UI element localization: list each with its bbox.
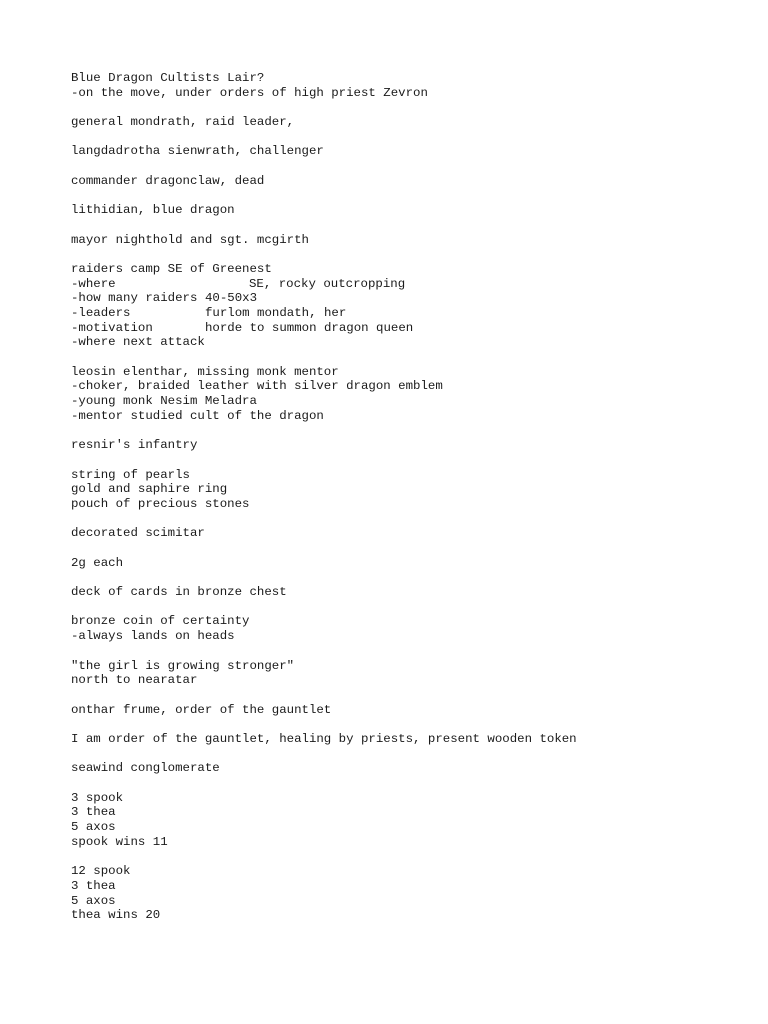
note-block: [71, 791, 748, 850]
raiders-block: [71, 262, 748, 350]
note-line: decorated scimitar: [71, 526, 205, 541]
note-line: -on the move, under orders of high priest Zevron: [71, 85, 428, 100]
note-block: [71, 438, 748, 453]
note-block: [71, 526, 748, 541]
raiders-row: [71, 306, 748, 321]
blocks-top: [71, 71, 748, 247]
note-line: onthar frume, order of the gauntlet: [71, 702, 332, 717]
note-line: 5 axos: [71, 893, 116, 908]
note-line: gold and saphire ring: [71, 482, 228, 497]
note-block: [71, 556, 748, 571]
note-line: 3 thea: [71, 805, 116, 820]
note-block: [71, 864, 748, 923]
raiders-row-value: furlom mondath, her: [205, 306, 347, 320]
note-line: north to nearatar: [71, 673, 198, 688]
note-line: langdadrotha sienwrath, challenger: [71, 144, 324, 159]
note-line: thea wins 20: [71, 908, 161, 923]
note-block: [71, 71, 748, 100]
note-line: 2g each: [71, 555, 124, 570]
note-block: [71, 732, 748, 747]
note-line: I am order of the gauntlet, healing by priests, present wooden token: [71, 731, 577, 746]
note-line: spook wins 11: [71, 834, 168, 849]
note-line: deck of cards in bronze chest: [71, 585, 287, 600]
note-line: 3 thea: [71, 878, 116, 893]
note-block: [71, 761, 748, 776]
note-line: 5 axos: [71, 820, 116, 835]
raiders-row: [71, 291, 748, 306]
raiders-row-label: -where: [71, 276, 116, 291]
note-line: -mentor studied cult of the dragon: [71, 408, 324, 423]
note-line: -choker, braided leather with silver dragon emblem: [71, 379, 443, 394]
raiders-row-label: -motivation: [71, 320, 153, 335]
note-line: resnir's infantry: [71, 438, 198, 453]
note-block: [71, 203, 748, 218]
raiders-row-value: SE, rocky outcropping: [249, 276, 406, 291]
note-line: -young monk Nesim Meladra: [71, 394, 257, 409]
note-line: 3 spook: [71, 790, 124, 805]
raiders-row-value: 40-50x3: [205, 291, 258, 306]
note-block: [71, 468, 748, 512]
note-block: [71, 174, 748, 189]
blocks-bottom: [71, 365, 748, 923]
note-block: [71, 703, 748, 718]
note-line: string of pearls: [71, 467, 190, 482]
note-line: leosin elenthar, missing monk mentor: [71, 364, 339, 379]
raiders-row: [71, 277, 748, 292]
note-line: mayor nighthold and sgt. mcgirth: [71, 232, 309, 247]
raiders-row: [71, 321, 748, 336]
note-block: [71, 144, 748, 159]
raiders-row-value: horde to summon dragon queen: [205, 320, 414, 335]
note-line: lithidian, blue dragon: [71, 203, 235, 218]
note-line: seawind conglomerate: [71, 761, 220, 776]
note-block: [71, 585, 748, 600]
note-line: Blue Dragon Cultists Lair?: [71, 71, 265, 85]
raiders-row: [71, 335, 748, 350]
raiders-row-label: -how many raiders: [71, 291, 198, 306]
note-line: -always lands on heads: [71, 629, 235, 644]
note-line: general mondrath, raid leader,: [71, 115, 295, 130]
note-line: pouch of precious stones: [71, 496, 250, 511]
note-line: "the girl is growing stronger": [71, 658, 295, 673]
raiders-heading: raiders camp SE of Greenest: [71, 261, 272, 276]
note-line: commander dragonclaw, dead: [71, 173, 265, 188]
notes-page: [71, 71, 748, 938]
note-block: [71, 659, 748, 688]
raiders-row-label: -leaders: [71, 306, 131, 320]
note-line: 12 spook: [71, 864, 131, 879]
note-line: bronze coin of certainty: [71, 614, 250, 629]
raiders-row-label: -where next attack: [71, 335, 205, 350]
note-block: [71, 365, 748, 424]
note-block: [71, 233, 748, 248]
note-block: [71, 614, 748, 643]
note-block: [71, 115, 748, 130]
